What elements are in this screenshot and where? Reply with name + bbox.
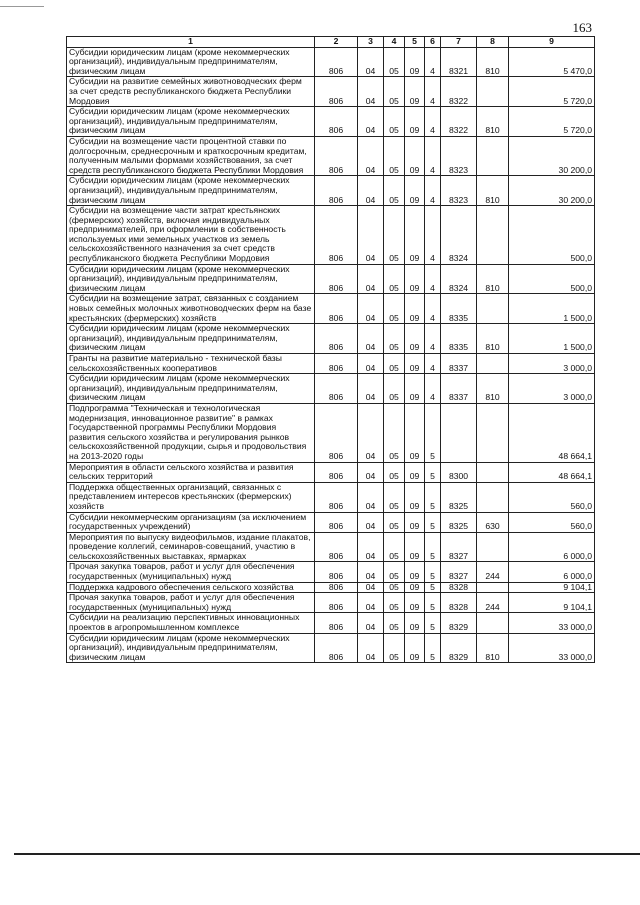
expense-type-cell <box>477 403 509 462</box>
table-row <box>67 264 595 294</box>
table-row <box>67 512 595 532</box>
expense-type-cell <box>477 482 509 512</box>
item-code-cell: 8327 <box>441 532 477 562</box>
expense-type-cell: 244 <box>477 562 509 582</box>
subprogram-cell: 4 <box>425 77 441 107</box>
program-cell: 09 <box>405 176 425 206</box>
program-cell: 09 <box>405 532 425 562</box>
admin-code-cell: 806 <box>315 107 358 137</box>
program-cell: 09 <box>405 593 425 613</box>
amount-cell: 48 664,1 <box>509 403 595 462</box>
amount-cell: 48 664,1 <box>509 462 595 482</box>
program-cell: 09 <box>405 47 425 77</box>
admin-code-cell: 806 <box>315 582 358 593</box>
program-cell: 09 <box>405 633 425 663</box>
row-name-cell: Субсидии некоммерческим организациям (за исключением государственных учреждений) <box>67 512 315 532</box>
subprogram-cell: 4 <box>425 294 441 324</box>
expense-type-cell: 810 <box>477 264 509 294</box>
amount-cell: 30 200,0 <box>509 176 595 206</box>
page-number: 163 <box>572 20 592 35</box>
expense-type-cell <box>477 294 509 324</box>
subsection-cell: 05 <box>384 633 405 663</box>
subsection-cell: 05 <box>384 206 405 265</box>
admin-code-cell: 806 <box>315 294 358 324</box>
program-cell: 09 <box>405 512 425 532</box>
table-row <box>67 593 595 613</box>
section-cell: 04 <box>358 582 384 593</box>
table-row <box>67 107 595 137</box>
table-row <box>67 482 595 512</box>
program-cell: 09 <box>405 136 425 175</box>
item-code-cell: 8322 <box>441 77 477 107</box>
expense-type-cell <box>477 136 509 175</box>
subprogram-cell: 4 <box>425 354 441 374</box>
section-cell: 04 <box>358 107 384 137</box>
item-code-cell <box>441 403 477 462</box>
column-header: 7 <box>441 37 477 48</box>
admin-code-cell: 806 <box>315 593 358 613</box>
subprogram-cell: 5 <box>425 532 441 562</box>
subsection-cell: 05 <box>384 512 405 532</box>
item-code-cell: 8323 <box>441 176 477 206</box>
row-name-cell: Субсидии юридическим лицам (кроме некоммерческих организаций), индивидуальным предпринимателям, физическим лицам <box>67 264 315 294</box>
subsection-cell: 05 <box>384 582 405 593</box>
subsection-cell: 05 <box>384 403 405 462</box>
subprogram-cell: 4 <box>425 264 441 294</box>
admin-code-cell: 806 <box>315 403 358 462</box>
admin-code-cell: 806 <box>315 562 358 582</box>
amount-cell: 1 500,0 <box>509 324 595 354</box>
admin-code-cell: 806 <box>315 176 358 206</box>
expense-type-cell <box>477 582 509 593</box>
section-cell: 04 <box>358 462 384 482</box>
row-name-cell: Мероприятия по выпуску видеофильмов, издание плакатов, проведение коллегий, семинаров-совещаний, участию в сельскохозяйственных выставках, ярмарках <box>67 532 315 562</box>
subsection-cell: 05 <box>384 136 405 175</box>
admin-code-cell: 806 <box>315 374 358 404</box>
amount-cell: 5 720,0 <box>509 107 595 137</box>
row-name-cell: Поддержка кадрового обеспечения сельского хозяйства <box>67 582 315 593</box>
section-cell: 04 <box>358 294 384 324</box>
program-cell: 09 <box>405 107 425 137</box>
section-cell: 04 <box>358 512 384 532</box>
amount-cell: 9 104,1 <box>509 582 595 593</box>
section-cell: 04 <box>358 77 384 107</box>
section-cell: 04 <box>358 176 384 206</box>
admin-code-cell: 806 <box>315 206 358 265</box>
amount-cell: 560,0 <box>509 482 595 512</box>
subsection-cell: 05 <box>384 294 405 324</box>
amount-cell: 5 470,0 <box>509 47 595 77</box>
item-code-cell: 8300 <box>441 462 477 482</box>
item-code-cell: 8323 <box>441 136 477 175</box>
table-row <box>67 462 595 482</box>
program-cell: 09 <box>405 482 425 512</box>
subprogram-cell: 4 <box>425 47 441 77</box>
amount-cell: 30 200,0 <box>509 136 595 175</box>
program-cell: 09 <box>405 562 425 582</box>
table-row <box>67 136 595 175</box>
table-row <box>67 77 595 107</box>
row-name-cell: Субсидии юридическим лицам (кроме некоммерческих организаций), индивидуальным предпринимателям, физическим лицам <box>67 324 315 354</box>
admin-code-cell: 806 <box>315 324 358 354</box>
section-cell: 04 <box>358 562 384 582</box>
subsection-cell: 05 <box>384 613 405 633</box>
amount-cell: 33 000,0 <box>509 633 595 663</box>
item-code-cell: 8325 <box>441 512 477 532</box>
admin-code-cell: 806 <box>315 613 358 633</box>
item-code-cell: 8322 <box>441 107 477 137</box>
expense-type-cell: 630 <box>477 512 509 532</box>
budget-table <box>66 36 595 663</box>
item-code-cell: 8337 <box>441 374 477 404</box>
program-cell: 09 <box>405 206 425 265</box>
section-cell: 04 <box>358 482 384 512</box>
subprogram-cell: 5 <box>425 512 441 532</box>
row-name-cell: Субсидии юридическим лицам (кроме некоммерческих организаций), индивидуальным предпринимателям, физическим лицам <box>67 176 315 206</box>
column-header: 8 <box>477 37 509 48</box>
section-cell: 04 <box>358 374 384 404</box>
subprogram-cell: 5 <box>425 462 441 482</box>
expense-type-cell: 810 <box>477 176 509 206</box>
amount-cell: 500,0 <box>509 264 595 294</box>
table-header-row <box>67 37 595 48</box>
admin-code-cell: 806 <box>315 264 358 294</box>
section-cell: 04 <box>358 613 384 633</box>
table-row <box>67 47 595 77</box>
column-header: 9 <box>509 37 595 48</box>
amount-cell: 33 000,0 <box>509 613 595 633</box>
expense-type-cell <box>477 613 509 633</box>
row-name-cell: Субсидии юридическим лицам (кроме некоммерческих организаций), индивидуальным предпринимателям, физическим лицам <box>67 374 315 404</box>
subsection-cell: 05 <box>384 47 405 77</box>
scan-artifact-top <box>0 6 44 7</box>
program-cell: 09 <box>405 324 425 354</box>
subprogram-cell: 4 <box>425 136 441 175</box>
section-cell: 04 <box>358 324 384 354</box>
subprogram-cell: 5 <box>425 613 441 633</box>
expense-type-cell: 244 <box>477 593 509 613</box>
subprogram-cell: 4 <box>425 206 441 265</box>
admin-code-cell: 806 <box>315 136 358 175</box>
amount-cell: 6 000,0 <box>509 562 595 582</box>
expense-type-cell <box>477 532 509 562</box>
amount-cell: 3 000,0 <box>509 374 595 404</box>
subsection-cell: 05 <box>384 482 405 512</box>
table-row <box>67 633 595 663</box>
subsection-cell: 05 <box>384 562 405 582</box>
subprogram-cell: 5 <box>425 582 441 593</box>
subprogram-cell: 4 <box>425 324 441 354</box>
admin-code-cell: 806 <box>315 77 358 107</box>
item-code-cell: 8328 <box>441 593 477 613</box>
subprogram-cell: 5 <box>425 562 441 582</box>
expense-type-cell <box>477 462 509 482</box>
item-code-cell: 8321 <box>441 47 477 77</box>
program-cell: 09 <box>405 354 425 374</box>
row-name-cell: Мероприятия в области сельского хозяйства и развития сельских территорий <box>67 462 315 482</box>
column-header: 1 <box>67 37 315 48</box>
item-code-cell: 8327 <box>441 562 477 582</box>
column-header: 5 <box>405 37 425 48</box>
subprogram-cell: 4 <box>425 176 441 206</box>
row-name-cell: Поддержка общественных организаций, связанных с представлением интересов крестьянских (фермерских) хозяйств <box>67 482 315 512</box>
program-cell: 09 <box>405 374 425 404</box>
item-code-cell: 8335 <box>441 324 477 354</box>
row-name-cell: Гранты на развитие материально - технической базы сельскохозяйственных кооперативов <box>67 354 315 374</box>
program-cell: 09 <box>405 582 425 593</box>
expense-type-cell <box>477 354 509 374</box>
amount-cell: 500,0 <box>509 206 595 265</box>
section-cell: 04 <box>358 47 384 77</box>
table-row <box>67 403 595 462</box>
column-header: 2 <box>315 37 358 48</box>
amount-cell: 1 500,0 <box>509 294 595 324</box>
row-name-cell: Субсидии на возмещение части процентной ставки по долгосрочным, среднесрочным и краткосрочным кредитам, полученным малыми формами хозяйствования, за счет средств республиканского бюджета Республики Мордовия <box>67 136 315 175</box>
admin-code-cell: 806 <box>315 354 358 374</box>
table-row <box>67 374 595 404</box>
subprogram-cell: 4 <box>425 107 441 137</box>
row-name-cell: Субсидии юридическим лицам (кроме некоммерческих организаций), индивидуальным предпринимателям, физическим лицам <box>67 633 315 663</box>
program-cell: 09 <box>405 77 425 107</box>
row-name-cell: Субсидии юридическим лицам (кроме некоммерческих организаций), индивидуальным предпринимателям, физическим лицам <box>67 107 315 137</box>
subprogram-cell: 4 <box>425 374 441 404</box>
admin-code-cell: 806 <box>315 47 358 77</box>
expense-type-cell <box>477 77 509 107</box>
subsection-cell: 05 <box>384 532 405 562</box>
section-cell: 04 <box>358 136 384 175</box>
admin-code-cell: 806 <box>315 512 358 532</box>
expense-type-cell: 810 <box>477 107 509 137</box>
subprogram-cell: 5 <box>425 593 441 613</box>
table-row <box>67 532 595 562</box>
row-name-cell: Субсидии на реализацию перспективных инновационных проектов в агропромышленном комплексе <box>67 613 315 633</box>
admin-code-cell: 806 <box>315 482 358 512</box>
scan-artifact-bottom <box>14 853 640 855</box>
program-cell: 09 <box>405 294 425 324</box>
section-cell: 04 <box>358 264 384 294</box>
program-cell: 09 <box>405 462 425 482</box>
column-header: 6 <box>425 37 441 48</box>
row-name-cell: Субсидии юридическим лицам (кроме некоммерческих организаций), индивидуальным предпринимателям, физическим лицам <box>67 47 315 77</box>
subsection-cell: 05 <box>384 324 405 354</box>
amount-cell: 560,0 <box>509 512 595 532</box>
subsection-cell: 05 <box>384 593 405 613</box>
item-code-cell: 8324 <box>441 264 477 294</box>
table-row <box>67 562 595 582</box>
amount-cell: 9 104,1 <box>509 593 595 613</box>
row-name-cell: Субсидии на развитие семейных животноводческих ферм за счет средств республиканского бюджета Республики Мордовия <box>67 77 315 107</box>
admin-code-cell: 806 <box>315 462 358 482</box>
table-row <box>67 354 595 374</box>
item-code-cell: 8335 <box>441 294 477 324</box>
admin-code-cell: 806 <box>315 633 358 663</box>
item-code-cell: 8329 <box>441 613 477 633</box>
program-cell: 09 <box>405 403 425 462</box>
expense-type-cell: 810 <box>477 47 509 77</box>
amount-cell: 6 000,0 <box>509 532 595 562</box>
section-cell: 04 <box>358 354 384 374</box>
subsection-cell: 05 <box>384 264 405 294</box>
expense-type-cell: 810 <box>477 324 509 354</box>
section-cell: 04 <box>358 633 384 663</box>
section-cell: 04 <box>358 206 384 265</box>
subsection-cell: 05 <box>384 176 405 206</box>
table-row <box>67 294 595 324</box>
expense-type-cell: 810 <box>477 374 509 404</box>
table-row <box>67 206 595 265</box>
item-code-cell: 8324 <box>441 206 477 265</box>
table-row <box>67 613 595 633</box>
program-cell: 09 <box>405 264 425 294</box>
row-name-cell: Субсидии на возмещение затрат, связанных с созданием новых семейных молочных животноводческих ферм на базе крестьянских (фермерских) хозяйств <box>67 294 315 324</box>
column-header: 3 <box>358 37 384 48</box>
subprogram-cell: 5 <box>425 482 441 512</box>
expense-type-cell <box>477 206 509 265</box>
row-name-cell: Субсидии на возмещение части затрат крестьянских (фермерских) хозяйств, включая индивидуальных предпринимателей, при оформлении в собственность используемых ими земельных участков из земель сельскохозяйственного назначения за счет средств республиканского бюджета Республики Мордовия <box>67 206 315 265</box>
amount-cell: 3 000,0 <box>509 354 595 374</box>
section-cell: 04 <box>358 532 384 562</box>
row-name-cell: Подпрограмма "Техническая и технологическая модернизация, инновационное развитие" в рамках Государственной программы Республики Мордовия развития сельского хозяйства и регулирования рынков сельскохозяйственной продукции, сырья и продовольствия на 2013-2020 годы <box>67 403 315 462</box>
subprogram-cell: 5 <box>425 403 441 462</box>
subsection-cell: 05 <box>384 462 405 482</box>
item-code-cell: 8325 <box>441 482 477 512</box>
table-row <box>67 324 595 354</box>
subsection-cell: 05 <box>384 107 405 137</box>
subprogram-cell: 5 <box>425 633 441 663</box>
table-row <box>67 176 595 206</box>
admin-code-cell: 806 <box>315 532 358 562</box>
subsection-cell: 05 <box>384 354 405 374</box>
row-name-cell: Прочая закупка товаров, работ и услуг для обеспечения государственных (муниципальных) нужд <box>67 562 315 582</box>
section-cell: 04 <box>358 593 384 613</box>
table-row <box>67 582 595 593</box>
section-cell: 04 <box>358 403 384 462</box>
item-code-cell: 8328 <box>441 582 477 593</box>
subsection-cell: 05 <box>384 77 405 107</box>
item-code-cell: 8329 <box>441 633 477 663</box>
item-code-cell: 8337 <box>441 354 477 374</box>
amount-cell: 5 720,0 <box>509 77 595 107</box>
column-header: 4 <box>384 37 405 48</box>
program-cell: 09 <box>405 613 425 633</box>
row-name-cell: Прочая закупка товаров, работ и услуг для обеспечения государственных (муниципальных) нужд <box>67 593 315 613</box>
expense-type-cell: 810 <box>477 633 509 663</box>
subsection-cell: 05 <box>384 374 405 404</box>
